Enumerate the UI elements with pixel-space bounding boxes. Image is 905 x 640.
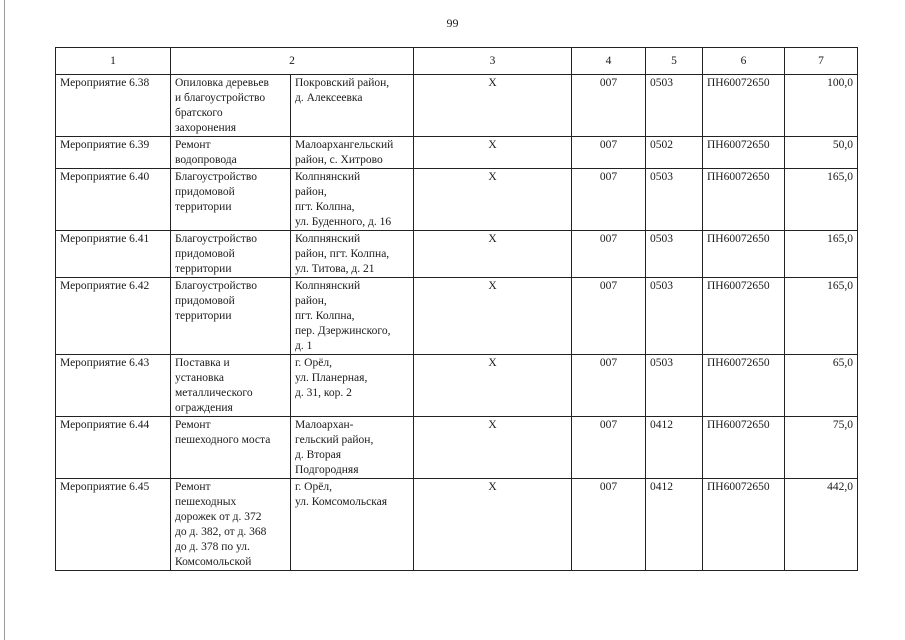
col5-cell: 0503 <box>646 278 703 355</box>
event-name-cell: Опиловка деревьев и благоустройство братского захоронения <box>171 75 291 137</box>
event-name-cell: Ремонт пешеходного моста <box>171 417 291 479</box>
col3-cell: Х <box>414 231 572 278</box>
col6-cell: ПН60072650 <box>703 278 785 355</box>
col4-cell: 007 <box>572 355 646 417</box>
col5-cell: 0503 <box>646 169 703 231</box>
col3-cell: Х <box>414 355 572 417</box>
col6-cell: ПН60072650 <box>703 137 785 169</box>
col6-cell: ПН60072650 <box>703 169 785 231</box>
col4-cell: 007 <box>572 278 646 355</box>
table-row <box>56 75 858 137</box>
event-address-cell: Покровский район, д. Алексеевка <box>291 75 414 137</box>
event-address-cell: Малоархан- гельский район, д. Вторая Подгородняя <box>291 417 414 479</box>
event-address-cell: Колпнянский район, пгт. Колпна, пер. Дзержинского, д. 1 <box>291 278 414 355</box>
table-row <box>56 417 858 479</box>
header-col-3: 3 <box>414 48 572 75</box>
amount-cell: 165,0 <box>785 231 858 278</box>
table-row <box>56 231 858 278</box>
col4-cell: 007 <box>572 231 646 278</box>
amount-cell: 165,0 <box>785 169 858 231</box>
col6-cell: ПН60072650 <box>703 231 785 278</box>
col3-cell: Х <box>414 479 572 571</box>
col3-cell: Х <box>414 137 572 169</box>
amount-cell: 50,0 <box>785 137 858 169</box>
col4-cell: 007 <box>572 169 646 231</box>
amount-cell: 100,0 <box>785 75 858 137</box>
col5-cell: 0412 <box>646 479 703 571</box>
header-col-2: 2 <box>171 48 414 75</box>
event-address-cell: Колпнянский район, пгт. Колпна, ул. Буденного, д. 16 <box>291 169 414 231</box>
event-number-cell: Мероприятие 6.39 <box>56 137 171 169</box>
header-col-4: 4 <box>572 48 646 75</box>
header-col-5: 5 <box>646 48 703 75</box>
col5-cell: 0502 <box>646 137 703 169</box>
col6-cell: ПН60072650 <box>703 355 785 417</box>
header-col-7: 7 <box>785 48 858 75</box>
table-row <box>56 278 858 355</box>
amount-cell: 442,0 <box>785 479 858 571</box>
event-address-cell: г. Орёл, ул. Комсомольская <box>291 479 414 571</box>
header-col-1: 1 <box>56 48 171 75</box>
amount-cell: 75,0 <box>785 417 858 479</box>
col6-cell: ПН60072650 <box>703 75 785 137</box>
event-name-cell: Поставка и установка металлического ограждения <box>171 355 291 417</box>
event-number-cell: Мероприятие 6.43 <box>56 355 171 417</box>
col4-cell: 007 <box>572 137 646 169</box>
event-number-cell: Мероприятие 6.45 <box>56 479 171 571</box>
amount-cell: 65,0 <box>785 355 858 417</box>
event-number-cell: Мероприятие 6.42 <box>56 278 171 355</box>
col5-cell: 0503 <box>646 231 703 278</box>
event-address-cell: Малоархангельский район, с. Хитрово <box>291 137 414 169</box>
table-row <box>56 479 858 571</box>
event-name-cell: Благоустройство придомовой территории <box>171 169 291 231</box>
event-number-cell: Мероприятие 6.44 <box>56 417 171 479</box>
col4-cell: 007 <box>572 479 646 571</box>
event-number-cell: Мероприятие 6.40 <box>56 169 171 231</box>
page-number: 99 <box>446 16 459 30</box>
col5-cell: 0503 <box>646 355 703 417</box>
event-number-cell: Мероприятие 6.38 <box>56 75 171 137</box>
amount-cell: 165,0 <box>785 278 858 355</box>
col3-cell: Х <box>414 75 572 137</box>
table-header-row <box>56 48 858 75</box>
table-row <box>56 355 858 417</box>
event-address-cell: г. Орёл, ул. Планерная, д. 31, кор. 2 <box>291 355 414 417</box>
budget-table <box>55 47 858 571</box>
table-row <box>56 169 858 231</box>
col3-cell: Х <box>414 417 572 479</box>
event-address-cell: Колпнянский район, пгт. Колпна, ул. Титова, д. 21 <box>291 231 414 278</box>
col3-cell: Х <box>414 169 572 231</box>
col4-cell: 007 <box>572 417 646 479</box>
event-number-cell: Мероприятие 6.41 <box>56 231 171 278</box>
event-name-cell: Благоустройство придомовой территории <box>171 278 291 355</box>
col5-cell: 0412 <box>646 417 703 479</box>
event-name-cell: Благоустройство придомовой территории <box>171 231 291 278</box>
table-row <box>56 137 858 169</box>
col6-cell: ПН60072650 <box>703 479 785 571</box>
event-name-cell: Ремонт водопровода <box>171 137 291 169</box>
event-name-cell: Ремонт пешеходных дорожек от д. 372 до д. 382, от д. 368 до д. 378 по ул. Комсомольской <box>171 479 291 571</box>
col5-cell: 0503 <box>646 75 703 137</box>
header-col-6: 6 <box>703 48 785 75</box>
page-edge-line <box>4 0 5 640</box>
col4-cell: 007 <box>572 75 646 137</box>
col3-cell: Х <box>414 278 572 355</box>
col6-cell: ПН60072650 <box>703 417 785 479</box>
